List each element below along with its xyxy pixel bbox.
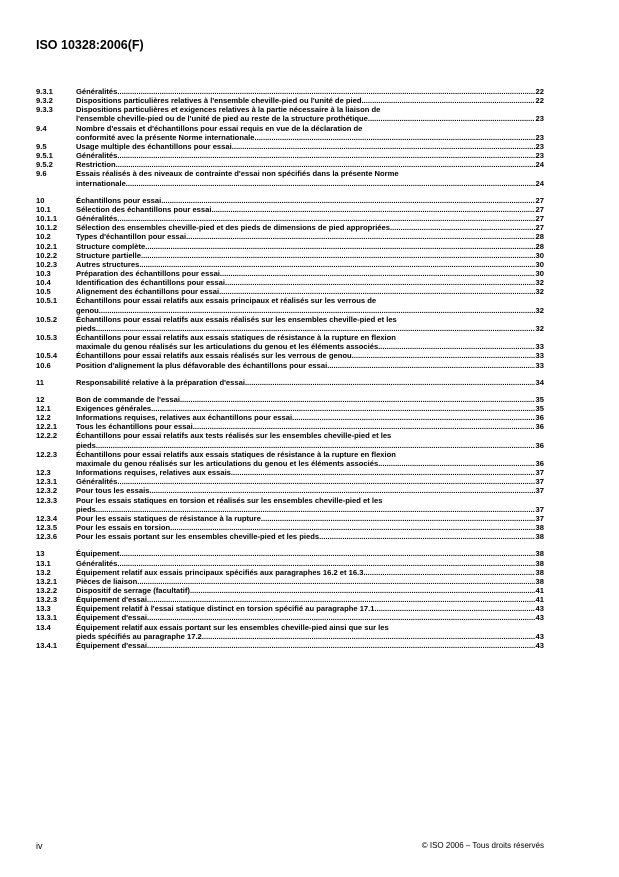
toc-entry-title: Autres structures: [76, 259, 140, 269]
toc-entry-title: maximale du genou réalisés sur les articulations du genou et les éléments associés: [76, 458, 379, 468]
toc-entry[interactable]: [36, 623, 544, 641]
toc-entry[interactable]: [36, 269, 544, 278]
toc-entry-title: Équipement: [76, 549, 120, 559]
dot-leader: [368, 114, 535, 123]
toc-entry-page: 41: [535, 595, 544, 605]
toc-entry-title: Usage multiple des échantillons pour essai: [76, 141, 232, 151]
dot-leader: [378, 342, 534, 351]
toc-entry-number: 13.2.1: [36, 576, 58, 586]
dot-leader: [151, 404, 534, 413]
toc-entry-title: Pour les essais statiques de résistance à la rupture: [76, 513, 261, 523]
toc-entry-title: Échantillons pour essai relatifs aux essais réalisés sur les ensembles cheville-pied et les: [76, 314, 397, 324]
toc-entry-number: 10.6: [36, 360, 51, 370]
toc-entry-page: 30: [535, 250, 544, 260]
toc-entry-title: Échantillons pour essai relatifs aux essais statiques de résistance à la rupture en flexion: [76, 449, 396, 459]
toc-entry-title: Équipement d'essai: [76, 640, 148, 650]
toc-entry-page: 22: [535, 87, 544, 96]
toc-entry-page: 32: [535, 278, 544, 288]
toc-entry[interactable]: [36, 287, 544, 296]
toc-entry-page: 32: [535, 305, 544, 315]
toc-entry[interactable]: [36, 214, 544, 223]
toc-entry-title: Bon de commande de l'essai: [76, 394, 180, 404]
toc-entry-title: Équipement d'essai: [76, 613, 148, 623]
toc-entry-title: Dispositif de serrage (facultatif): [76, 585, 190, 595]
toc-entry-number: 10.5.1: [36, 296, 58, 306]
toc-entry-title: Échantillons pour essai relatifs aux essais réalisés sur les verrous de genou: [76, 351, 352, 361]
toc-entry-page: 32: [535, 287, 544, 297]
toc-entry-number: 12.1: [36, 404, 51, 413]
toc-entry-number: 10.2.1: [36, 241, 58, 251]
toc-entry-title: Types d'échantillon pour essai: [76, 232, 187, 242]
toc-entry[interactable]: [36, 604, 544, 613]
toc-entry-page: 22: [535, 96, 544, 106]
toc-entry-number: 13.3.1: [36, 613, 58, 623]
toc-entry-title: internationale: [76, 178, 126, 188]
toc-entry-title: pieds: [76, 504, 96, 514]
toc-entry-number: 12.2.3: [36, 449, 58, 459]
dot-leader: [141, 251, 535, 260]
toc-entry-page: 37: [535, 513, 544, 523]
dot-leader: [117, 559, 534, 568]
toc-entry-number: 12.3.4: [36, 513, 58, 523]
toc-entry-page: 33: [535, 351, 544, 361]
toc-entry[interactable]: [36, 96, 544, 105]
toc-entry[interactable]: [36, 242, 544, 251]
toc-entry-number: 9.6: [36, 169, 47, 179]
toc-entry[interactable]: [36, 251, 544, 260]
dot-leader: [362, 96, 535, 105]
toc-entry-number: 9.3.1: [36, 87, 53, 96]
toc-entry[interactable]: [36, 87, 544, 96]
dot-leader: [117, 477, 534, 486]
toc-entry-page: 38: [535, 523, 544, 533]
toc-entry-title: Alignement des échantillons pour essai: [76, 287, 220, 297]
toc-entry-number: 10.1.1: [36, 214, 58, 224]
toc-entry[interactable]: [36, 559, 544, 568]
toc-entry-page: 23: [535, 151, 544, 161]
toc-entry-number: 12.3: [36, 468, 51, 478]
dot-leader: [126, 179, 535, 188]
toc-entry[interactable]: [36, 395, 544, 404]
toc-entry-number: 13.2: [36, 567, 51, 577]
toc-entry-title: Équipement relatif aux essais portant sur les ensembles cheville-pied ainsi que sur les: [76, 622, 389, 632]
toc-entry-title: Structure partielle: [76, 250, 141, 260]
toc-entry-page: 24: [535, 160, 544, 170]
dot-leader: [117, 214, 534, 223]
toc-entry-page: 37: [535, 486, 544, 496]
toc-entry-page: 33: [535, 360, 544, 370]
toc-entry[interactable]: [36, 378, 544, 387]
toc-entry[interactable]: [36, 595, 544, 604]
toc-entry-number: 9.3.3: [36, 105, 53, 115]
toc-entry-title: Structure complète: [76, 241, 146, 251]
toc-entry[interactable]: [36, 142, 544, 151]
toc-entry-page: 38: [535, 576, 544, 586]
toc-entry-number: 10.2.2: [36, 250, 58, 260]
toc-entry-number: 12: [36, 394, 45, 404]
toc-entry-title: Généralités: [76, 151, 118, 161]
toc-entry[interactable]: [36, 205, 544, 214]
dot-leader: [245, 378, 535, 387]
toc-entry-number: 9.3.2: [36, 96, 53, 106]
toc-entry-page: 38: [535, 567, 544, 577]
toc-entry-page: 28: [535, 241, 544, 251]
toc-entry-page: 43: [535, 631, 544, 641]
dot-leader: [147, 641, 535, 650]
toc-entry-title: Restriction: [76, 160, 116, 170]
toc-entry-title: Exigences générales: [76, 404, 152, 413]
toc-entry-number: 13.1: [36, 558, 51, 568]
dot-leader: [116, 160, 535, 169]
toc-entry-number: 10.2.3: [36, 259, 58, 269]
toc-entry[interactable]: [36, 232, 544, 241]
toc-entry-page: 27: [535, 223, 544, 233]
toc-entry-page: 37: [535, 477, 544, 487]
dot-leader: [147, 595, 535, 604]
toc-entry-page: 38: [535, 532, 544, 542]
toc-entry-title: Dispositions particulières relatives à l'ensemble cheville-pied ou l'unité de pied: [76, 96, 362, 106]
dot-leader: [139, 260, 534, 269]
dot-leader: [96, 441, 535, 450]
toc-entry-page: 32: [535, 323, 544, 333]
dot-leader: [137, 577, 534, 586]
toc-entry-number: 12.3.3: [36, 495, 58, 505]
dot-leader: [220, 269, 535, 278]
toc-entry-number: 13.2.2: [36, 585, 58, 595]
toc-entry-title: Sélection des ensembles cheville-pied et des pieds de dimensions de pied appropriées: [76, 223, 390, 233]
dot-leader: [149, 486, 534, 495]
toc-entry-number: 12.3.2: [36, 486, 58, 496]
toc-entry-number: 11: [36, 377, 45, 387]
toc-entry-title: Équipement relatif aux essais principaux spécifiés aux paragraphes 16.2 et 16.3: [76, 567, 364, 577]
toc-entry[interactable]: [36, 523, 544, 532]
toc-entry-title: Sélection des échantillons pour essai: [76, 204, 212, 214]
toc-entry-title: pieds spécifiés au paragraphe 17.2: [76, 631, 202, 641]
toc-entry[interactable]: [36, 486, 544, 495]
toc-entry[interactable]: [36, 278, 544, 287]
toc-entry-title: Pour les essais statiques en torsion et réalisés sur les ensembles cheville-pied et les: [76, 495, 383, 505]
toc-entry-page: 43: [535, 640, 544, 650]
dot-leader: [145, 242, 534, 251]
toc-entry-title: Échantillons pour essai relatifs aux tests réalisés sur les ensembles cheville-pied et les: [76, 431, 392, 441]
toc-entry-page: 38: [535, 558, 544, 568]
toc-entry[interactable]: [36, 514, 544, 523]
dot-leader: [186, 232, 534, 241]
toc-entry[interactable]: [36, 431, 544, 449]
toc-entry-number: 12.2: [36, 413, 51, 423]
dot-leader: [255, 133, 535, 142]
toc-entry-title: conformité avec la présente Norme internationale: [76, 132, 255, 142]
toc-entry-page: 24: [535, 178, 544, 188]
dot-leader: [374, 604, 534, 613]
toc-entry-page: 33: [535, 342, 544, 352]
dot-leader: [292, 413, 534, 422]
toc-entry-number: 10.1.2: [36, 223, 58, 233]
toc-entry[interactable]: [36, 422, 544, 431]
toc-entry-number: 13.2.3: [36, 595, 58, 605]
toc-entry[interactable]: [36, 413, 544, 422]
dot-leader: [319, 532, 534, 541]
toc-entry-title: pieds: [76, 440, 96, 450]
toc-entry-number: 12.3.5: [36, 523, 58, 533]
toc-entry-title: Essais réalisés à des niveaux de contrainte d'essai non spécifiés dans la présente Norme: [76, 169, 399, 179]
document-header: ISO 10328:2006(F): [36, 38, 144, 52]
toc-entry-title: Pour tous les essais: [76, 486, 150, 496]
dot-leader: [99, 306, 535, 315]
dot-leader: [378, 459, 534, 468]
toc-entry-number: 9.4: [36, 123, 47, 133]
toc-entry-title: Pour les essais en torsion: [76, 523, 171, 533]
toc-entry-page: 41: [535, 585, 544, 595]
toc-entry-title: Pour les essais portant sur les ensembles cheville-pied et les pieds: [76, 532, 320, 542]
toc-entry-title: Équipement relatif à l'essai statique distinct en torsion spécifié au paragraphe 17.1: [76, 604, 375, 614]
toc-entry-page: 37: [535, 504, 544, 514]
toc-entry-title: Préparation des échantillons pour essai: [76, 268, 220, 278]
dot-leader: [327, 361, 534, 370]
toc-entry[interactable]: [36, 641, 544, 650]
toc-entry-number: 12.3.1: [36, 477, 58, 487]
toc-entry-number: 10.3: [36, 268, 51, 278]
toc-entry-number: 10.5: [36, 287, 51, 297]
dot-leader: [202, 632, 535, 641]
toc-entry-title: Informations requises, relatives aux échantillons pour essai: [76, 413, 293, 423]
table-of-contents: [36, 87, 544, 650]
toc-entry-title: Généralités: [76, 87, 118, 96]
dot-leader: [261, 514, 535, 523]
toc-entry[interactable]: [36, 315, 544, 333]
toc-entry-title: Généralités: [76, 214, 118, 224]
toc-entry[interactable]: [36, 160, 544, 169]
toc-entry-number: 9.5.2: [36, 160, 53, 170]
toc-entry-number: 12.2.2: [36, 431, 58, 441]
toc-entry-page: 23: [535, 132, 544, 142]
toc-entry-number: 10.5.4: [36, 351, 58, 361]
toc-entry[interactable]: [36, 568, 544, 577]
toc-entry-title: Échantillons pour essai relatifs aux essais principaux et réalisés sur les verrous de: [76, 296, 377, 306]
toc-entry-page: 23: [535, 114, 544, 124]
dot-leader: [225, 278, 535, 287]
copyright-notice: © ISO 2006 – Tous droits réservés: [421, 841, 544, 850]
toc-entry-page: 38: [535, 549, 544, 559]
toc-entry-page: 36: [535, 422, 544, 432]
toc-entry-title: genou: [76, 305, 99, 315]
toc-entry-page: 34: [535, 377, 544, 387]
dot-leader: [190, 586, 535, 595]
dot-leader: [117, 151, 534, 160]
dot-leader: [170, 523, 534, 532]
toc-entry-page: 35: [535, 404, 544, 413]
dot-leader: [119, 549, 534, 558]
toc-entry-number: 12.2.1: [36, 422, 58, 432]
toc-entry-title: Nombre d'essais et d'échantillons pour essai requis en vue de la déclaration de: [76, 123, 363, 133]
toc-entry-title: Échantillons pour essai relatifs aux essais statiques de résistance à la rupture en flexion: [76, 333, 396, 343]
dot-leader: [211, 205, 534, 214]
toc-entry-page: 35: [535, 394, 544, 404]
toc-entry[interactable]: [36, 404, 544, 413]
toc-entry-page: 27: [535, 214, 544, 224]
toc-entry-title: Équipement d'essai: [76, 595, 148, 605]
toc-entry-number: 10.5.3: [36, 333, 58, 343]
toc-entry[interactable]: [36, 532, 544, 541]
page-number: iv: [36, 841, 43, 851]
toc-entry-number: 13: [36, 549, 45, 559]
toc-entry[interactable]: [36, 361, 544, 370]
dot-leader: [96, 505, 535, 514]
dot-leader: [193, 422, 535, 431]
toc-entry-page: 27: [535, 195, 544, 205]
toc-entry[interactable]: [36, 196, 544, 205]
toc-entry-number: 13.4.1: [36, 640, 58, 650]
toc-entry-page: 30: [535, 259, 544, 269]
toc-entry-page: 43: [535, 613, 544, 623]
toc-entry-page: 37: [535, 468, 544, 478]
toc-entry-number: 10.1: [36, 204, 51, 214]
toc-entry-page: 43: [535, 604, 544, 614]
toc-entry-number: 10.5.2: [36, 314, 58, 324]
toc-entry-title: Identification des échantillons pour essai: [76, 278, 225, 288]
toc-entry[interactable]: [36, 468, 544, 477]
toc-entry[interactable]: [36, 613, 544, 622]
dot-leader: [180, 395, 535, 404]
toc-entry-page: 23: [535, 141, 544, 151]
toc-entry[interactable]: [36, 333, 544, 351]
toc-entry[interactable]: [36, 105, 544, 123]
toc-entry[interactable]: [36, 124, 544, 142]
dot-leader: [231, 468, 535, 477]
toc-entry-title: Pièces de liaison: [76, 576, 138, 586]
toc-entry-page: 36: [535, 458, 544, 468]
dot-leader: [96, 324, 535, 333]
toc-entry-number: 9.5: [36, 141, 47, 151]
page-footer: [36, 841, 544, 851]
toc-entry[interactable]: [36, 351, 544, 360]
toc-entry-number: 9.5.1: [36, 151, 53, 161]
toc-entry-title: l'ensemble cheville-pied ou de l'unité de pied au reste de la structure prothétique: [76, 114, 368, 124]
toc-entry-number: 13.4: [36, 622, 51, 632]
toc-entry-title: Position d'alignement la plus défavorable des échantillons pour essai: [76, 360, 328, 370]
toc-entry[interactable]: [36, 586, 544, 595]
toc-entry-title: Généralités: [76, 558, 118, 568]
toc-entry[interactable]: [36, 496, 544, 514]
dot-leader: [147, 613, 535, 622]
toc-entry-title: maximale du genou réalisés sur les articulations du genou et les éléments associés: [76, 342, 379, 352]
toc-entry[interactable]: [36, 549, 544, 558]
dot-leader: [219, 287, 534, 296]
toc-entry[interactable]: [36, 260, 544, 269]
toc-entry[interactable]: [36, 577, 544, 586]
toc-entry-page: 28: [535, 232, 544, 242]
toc-entry-title: Responsabilité relative à la préparation d'essai: [76, 377, 245, 387]
dot-leader: [161, 196, 534, 205]
dot-leader: [352, 351, 535, 360]
toc-entry-number: 10.2: [36, 232, 51, 242]
toc-entry-title: Généralités: [76, 477, 118, 487]
toc-entry-page: 36: [535, 413, 544, 423]
toc-entry-title: Informations requises, relatives aux essais: [76, 468, 231, 478]
toc-entry-title: Échantillons pour essai: [76, 195, 162, 205]
toc-entry[interactable]: [36, 151, 544, 160]
toc-entry-number: 12.3.6: [36, 532, 58, 542]
toc-entry[interactable]: [36, 477, 544, 486]
toc-entry-number: 10.4: [36, 278, 51, 288]
toc-entry[interactable]: [36, 450, 544, 468]
toc-entry[interactable]: [36, 223, 544, 232]
toc-entry-page: 27: [535, 204, 544, 214]
toc-entry[interactable]: [36, 169, 544, 187]
toc-entry[interactable]: [36, 296, 544, 314]
toc-entry-number: 10: [36, 195, 45, 205]
toc-entry-page: 36: [535, 440, 544, 450]
dot-leader: [117, 87, 534, 96]
toc-entry-title: Tous les échantillons pour essai: [76, 422, 193, 432]
dot-leader: [363, 568, 534, 577]
dot-leader: [390, 223, 535, 232]
toc-entry-title: pieds: [76, 323, 96, 333]
toc-entry-title: Dispositions particulières et exigences relatives à la partie nécessaire à la liaison de: [76, 105, 381, 115]
toc-entry-number: 13.3: [36, 604, 51, 614]
toc-entry-page: 30: [535, 268, 544, 278]
dot-leader: [232, 142, 535, 151]
